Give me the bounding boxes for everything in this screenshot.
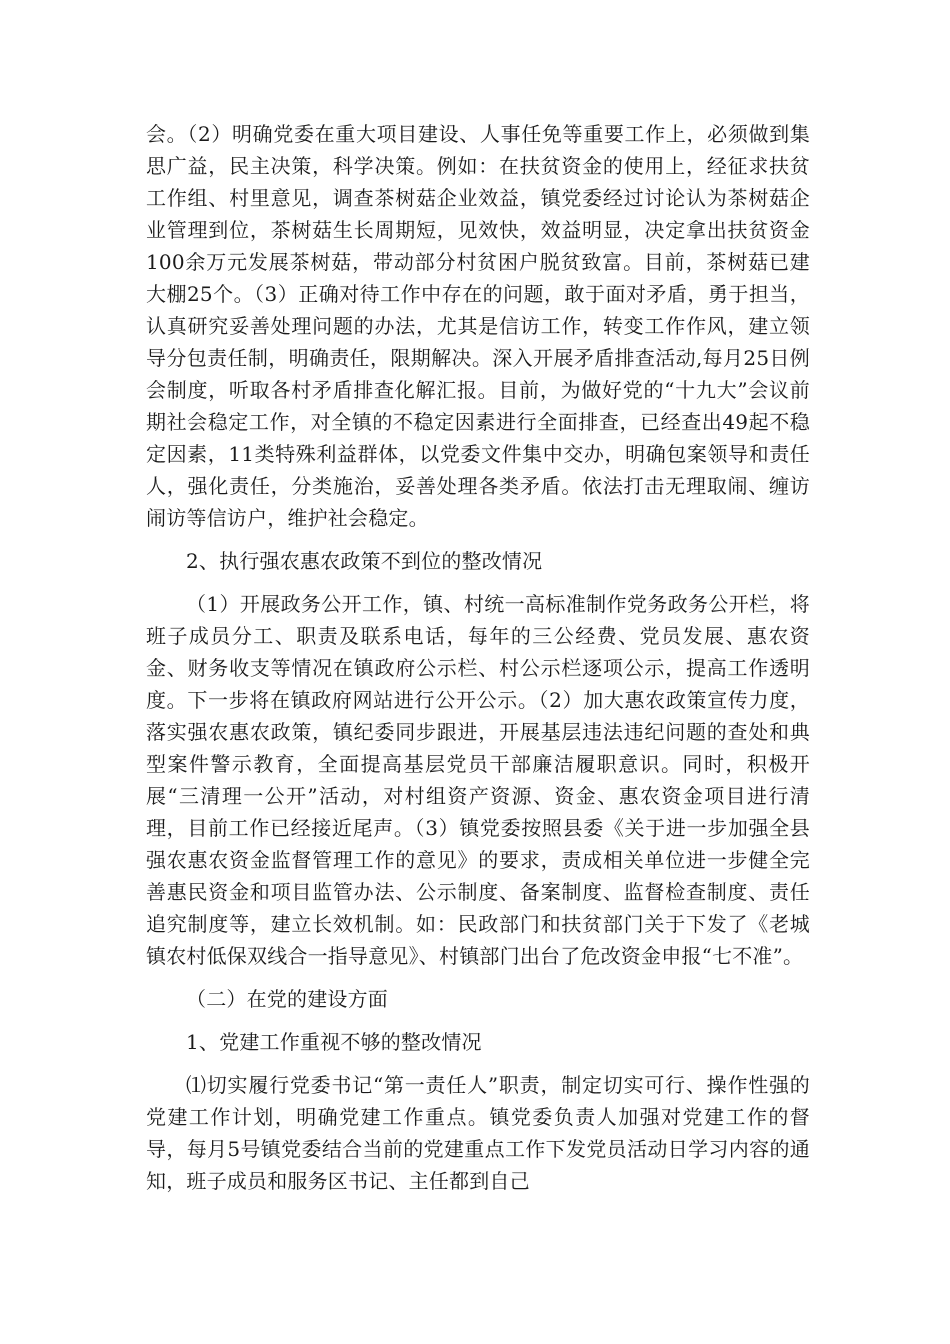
subsection-heading-party-building: 1、党建工作重视不够的整改情况 (186, 1030, 482, 1054)
section-heading-party-building: （二）在党的建设方面 (186, 987, 388, 1011)
paragraph-policy-rectification: （1）开展政务公开工作，镇、村统一高标准制作党务政务公开栏，将班子成员分工、职责及联系电话，每年的三公经费、党员发展、惠农资金、财务收支等情况在镇政府公示栏、村公示栏逐项公示，提高工作透明度。下一步将在镇政府网站进行公开公示。（2）加大惠农政策宣传力度，落实强农惠农政策，镇纪委同步跟进，开展基层违法违纪问题的查处和典型案件警示教育，全面提高基层党员干部廉洁履职意识。同时，积极开展“三清理一公开”活动，对村组资产资源、资金、惠农资金项目进行清理，目前工作已经接近尾声。（3）镇党委按照县委《关于进一步加强全县强农惠农资金监督管理工作的意见》的要求，责成相关单位进一步健全完善惠民资金和项目监管办法、公示制度、备案制度、监督检查制度、责任追究制度等，建立长效机制。如：民政部门和扶贫部门关于下发了《老城镇农村低保双线合一指导意见》、村镇部门出台了危改资金申报“七不准”。 (146, 592, 810, 968)
document-body (146, 118, 810, 1197)
section-heading-policy-rectification: 2、执行强农惠农政策不到位的整改情况 (186, 549, 543, 573)
paragraph-party-building: ⑴切实履行党委书记“第一责任人”职责，制定切实可行、操作性强的党建工作计划，明确党建工作重点。镇党委负责人加强对党建工作的督导，每月5号镇党委结合当前的党建重点工作下发党员活动日学习内容的通知，班子成员和服务区书记、主任都到自己 (146, 1073, 810, 1193)
paragraph-continued: 会。（2）明确党委在重大项目建设、人事任免等重要工作上，必须做到集思广益，民主决策，科学决策。例如：在扶贫资金的使用上，经征求扶贫工作组、村里意见，调查茶树菇企业效益，镇党委经过讨论认为茶树菇企业管理到位，茶树菇生长周期短，见效快，效益明显，决定拿出扶贫资金100余万元发展茶树菇，带动部分村贫困户脱贫致富。目前，茶树菇已建大棚25个。（3）正确对待工作中存在的问题，敢于面对矛盾，勇于担当，认真研究妥善处理问题的办法，尤其是信访工作，转变工作作风，建立领导分包责任制，明确责任，限期解决。深入开展矛盾排查活动,每月25日例会制度，听取各村矛盾排查化解汇报。目前，为做好党的“十九大”会议前期社会稳定工作，对全镇的不稳定因素进行全面排查，已经查出49起不稳定因素，11类特殊利益群体，以党委文件集中交办，明确包案领导和责任人，强化责任，分类施治，妥善处理各类矛盾。依法打击无理取闹、缠访闹访等信访户，维护社会稳定。 (146, 122, 810, 530)
